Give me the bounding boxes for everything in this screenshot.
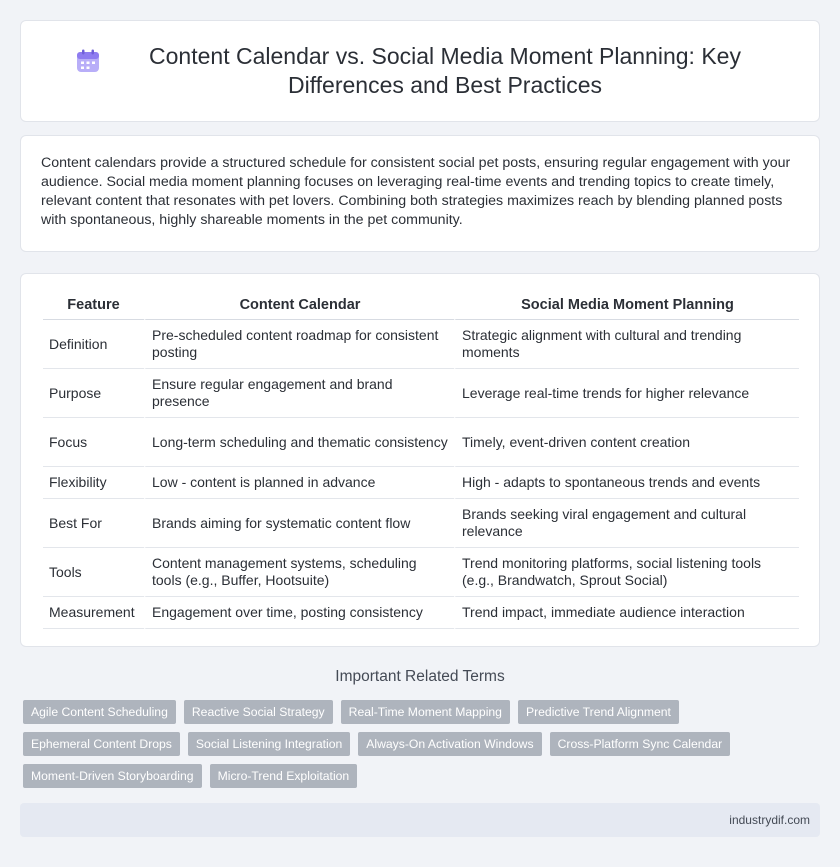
row-content-calendar: Pre-scheduled content roadmap for consistent posting [144,320,454,369]
row-feature: Flexibility [43,467,144,499]
related-term-tag[interactable]: Always-On Activation Windows [358,732,541,756]
header-content-calendar: Content Calendar [144,294,454,320]
row-feature: Focus [43,418,144,467]
related-term-tag[interactable]: Real-Time Moment Mapping [341,700,510,724]
table-row [43,369,799,418]
table-row [43,499,799,548]
row-feature: Best For [43,499,144,548]
table-row [43,418,799,467]
comparison-table [43,294,799,629]
related-terms-heading: Important Related Terms [335,668,505,685]
table-row [43,548,799,597]
row-content-calendar: Ensure regular engagement and brand presence [144,369,454,418]
row-social-moment: Brands seeking viral engagement and cultural relevance [454,499,799,548]
row-content-calendar: Low - content is planned in advance [144,467,454,499]
row-content-calendar: Engagement over time, posting consistency [144,597,454,629]
related-term-tag[interactable]: Micro-Trend Exploitation [210,764,358,788]
row-social-moment: Leverage real-time trends for higher relevance [454,369,799,418]
table-row [43,467,799,499]
header-feature: Feature [43,294,144,320]
row-social-moment: Timely, event-driven content creation [454,418,799,467]
row-content-calendar: Brands aiming for systematic content flow [144,499,454,548]
tag-row [23,700,813,724]
tag-row [23,764,813,788]
comparison-card [20,273,820,647]
related-term-tag[interactable]: Reactive Social Strategy [184,700,333,724]
table-row [43,597,799,629]
row-content-calendar: Long-term scheduling and thematic consistency [144,418,454,467]
related-term-tag[interactable]: Cross-Platform Sync Calendar [550,732,731,756]
related-term-tag[interactable]: Social Listening Integration [188,732,350,756]
intro-card [20,135,820,252]
intro-paragraph: Content calendars provide a structured schedule for consistent social pet posts, ensuring regular engagement with your audience. Social media moment planning focuses on leveraging real-time events and trending topics to create timely, relevant content that resonates with pet lovers. Combining both strategies maximizes reach by blending planned posts with spontaneous, highly shareable moments in the pet community. [41,155,791,228]
row-feature: Measurement [43,597,144,629]
row-social-moment: High - adapts to spontaneous trends and events [454,467,799,499]
row-social-moment: Trend monitoring platforms, social listening tools (e.g., Brandwatch, Sprout Social) [454,548,799,597]
footer-site-link[interactable]: industrydif.com [729,813,810,827]
related-term-tag[interactable]: Agile Content Scheduling [23,700,176,724]
title-card [20,20,820,122]
row-feature: Tools [43,548,144,597]
header-social-moment: Social Media Moment Planning [454,294,799,320]
footer [20,803,820,837]
related-term-tag[interactable]: Ephemeral Content Drops [23,732,180,756]
page-title: Content Calendar vs. Social Media Moment Planning: Key Differences and Best Practices [149,43,741,98]
title-wrap [35,42,805,100]
row-social-moment: Trend impact, immediate audience interaction [454,597,799,629]
calendar-icon [75,48,101,74]
row-feature: Purpose [43,369,144,418]
tag-row [23,732,813,756]
row-feature: Definition [43,320,144,369]
related-terms-list [23,700,813,796]
related-term-tag[interactable]: Predictive Trend Alignment [518,700,679,724]
related-term-tag[interactable]: Moment-Driven Storyboarding [23,764,202,788]
table-row [43,320,799,369]
row-social-moment: Strategic alignment with cultural and trending moments [454,320,799,369]
table-header-row [43,294,799,320]
row-content-calendar: Content management systems, scheduling tools (e.g., Buffer, Hootsuite) [144,548,454,597]
